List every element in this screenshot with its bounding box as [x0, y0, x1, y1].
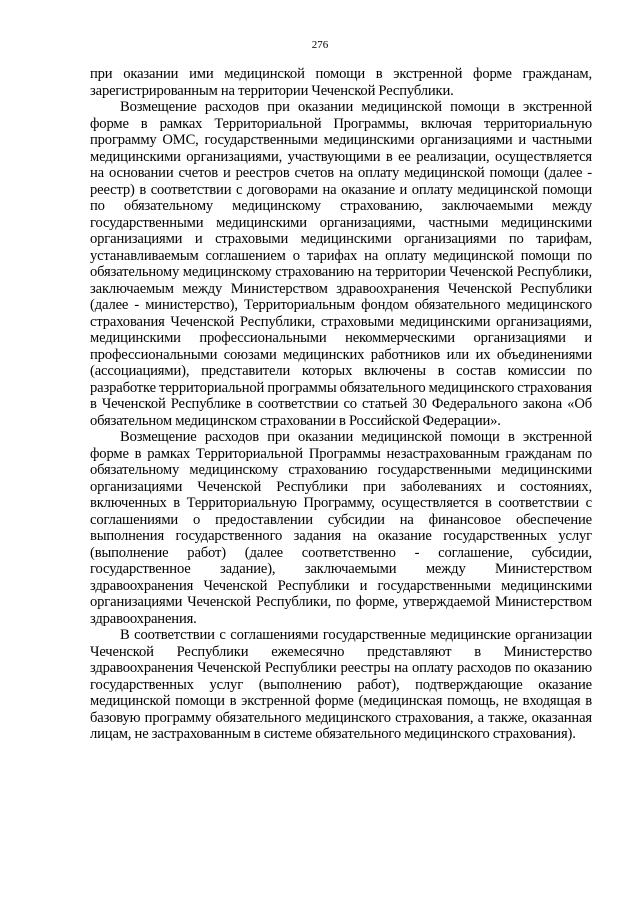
paragraph-expense-reimbursement-oms: Возмещение расходов при оказании медицинской помощи в экстренной форме в рамках Территориальной Программы, включая территориальную программу ОМС, государственными медицинскими организациями и частными медицинскими организациями, участвующими в ее реализации, осуществляется на основании счетов и реестров счетов на оплату медицинской помощи (далее - реестр) в соответствии с договорами на оказание и оплату медицинской помощи по обязательному медицинскому страхованию, заключаемыми между государственными медицинскими организациями, частными медицинскими организациями и страховыми медицинскими организациями по тарифам, устанавливаемым соглашением о тарифах на оплату медицинской помощи по обязательному медицинскому страхованию на территории Чеченской Республики, заключаемым между Министерством здравоохранения Чеченской Республики (далее - министерство), Территориальным фондом обязательного медицинского страхования Чеченской Республики, страховыми медицинскими организациями, медицинскими профессиональными некоммерческими организациями и профессиональными союзами медицинских работников или их объединениями (ассоциациями), представители которых включены в состав комиссии по разработке территориальной программы обязательного медицинского страхования в Чеченской Республике в соответствии со статьей 30 Федерального закона «Об обязательном медицинском страховании в Российской Федерации».: [90, 99, 592, 429]
paragraph-monthly-registers: В соответствии с соглашениями государственные медицинские организации Чеченской Республики ежемесячно представляют в Министерство здравоохранения Чеченской Республики реестры на оплату расходов по оказанию государственных услуг (выполнению работ), подтверждающие оказание медицинской помощи в экстренной форме (медицинская помощь, не входящая в базовую программу обязательного медицинского страхования, а также, оказанная лицам, не застрахованным в системе обязательного медицинского страхования).: [90, 627, 592, 742]
page-number: 276: [311, 39, 329, 51]
paragraph-expense-reimbursement-uninsured: Возмещение расходов при оказании медицинской помощи в экстренной форме в рамках Территориальной Программы незастрахованным гражданам по обязательному медицинскому страхованию государственными медицинскими организациями Чеченской Республики при заболеваниях и состояниях, включенных в Территориальную Программу, осуществляется в соответствии с соглашениями о предоставлении субсидии на финансовое обеспечение выполнения государственного задания на оказание государственных услуг (выполнение работ) (далее соответственно - соглашение, субсидии, государственное задание), заключаемыми между Министерством здравоохранения Чеченской Республики и государственными медицинскими организациями Чеченской Республики, по форме, утверждаемой Министерством здравоохранения.: [90, 429, 592, 627]
paragraph-continuation: при оказании ими медицинской помощи в экстренной форме гражданам, зарегистрированным на территории Чеченской Республики.: [90, 66, 592, 99]
document-body: [90, 66, 592, 743]
